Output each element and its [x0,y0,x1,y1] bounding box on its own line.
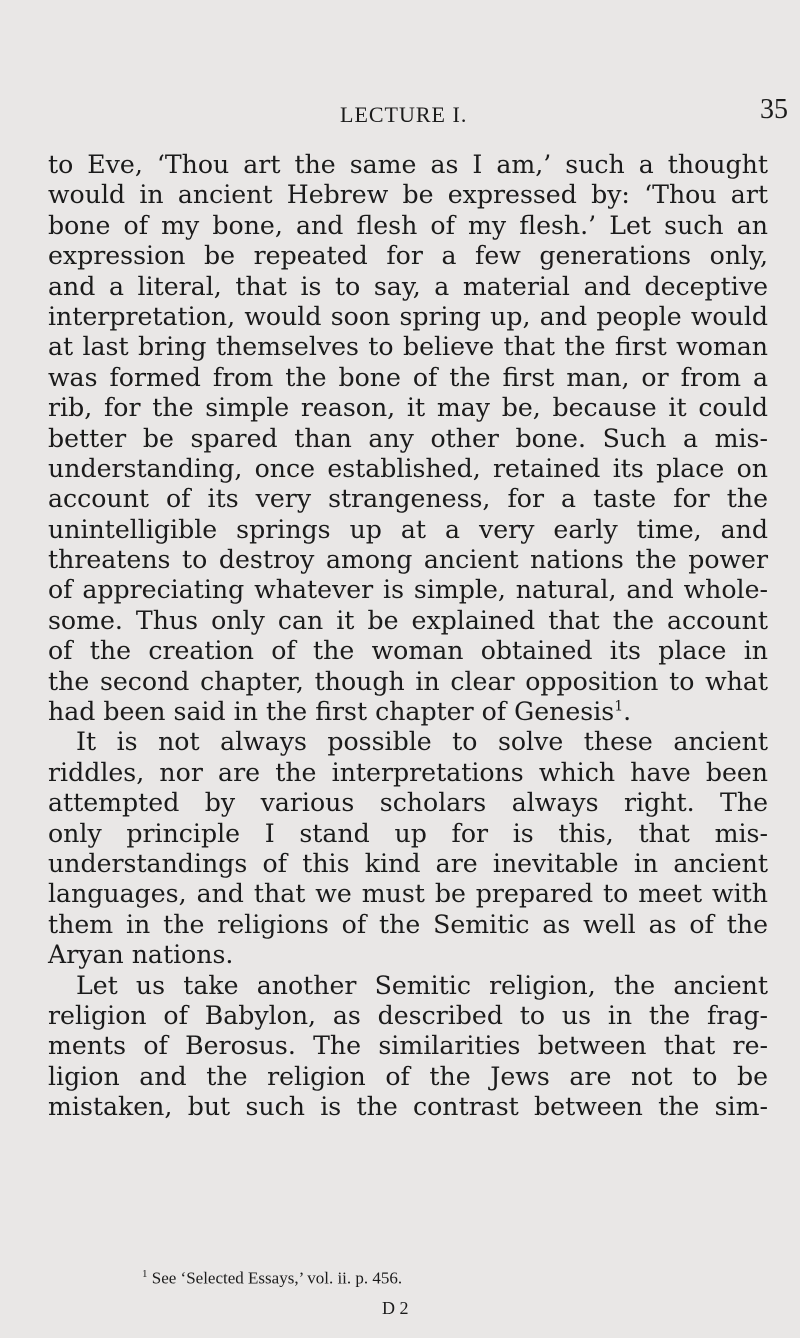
text-line: expression be repeated for a few generations only, [48,241,768,271]
text-line: account of its very strangeness, for a taste for the [48,484,768,514]
text-line: and a literal, that is to say, a material and deceptive [48,271,768,301]
footnote [142,1268,402,1289]
text-line: ments of Berosus. The similarities between that re- [48,1031,768,1061]
text-line: It is not always possible to solve these ancient [76,727,768,757]
text-line-with-footnote [48,697,768,727]
text-line: languages, and that we must be prepared to meet with [48,879,768,909]
text-line: understanding, once established, retained its place on [48,453,768,483]
text-line: better be spared than any other bone. Such a mis- [48,423,768,453]
text-line: bone of my bone, and flesh of my flesh.’ Let such an [48,210,768,240]
footnote-reference: 1 [614,698,624,715]
signature-mark: D 2 [382,1298,409,1318]
page-number: 35 [760,94,788,125]
text-line: unintelligible springs up at a very early time, and [48,514,768,544]
text-line: at last bring themselves to believe that the first woman [48,332,768,362]
text-line: of the creation of the woman obtained its place in [48,636,768,666]
text-line: would in ancient Hebrew be expressed by: ‘Thou art [48,180,768,210]
sentence-end: . [623,697,632,727]
text-line: of appreciating whatever is simple, natural, and whole- [48,575,768,605]
running-head: LECTURE I. [340,102,468,127]
text-line: Let us take another Semitic religion, the ancient [76,970,768,1000]
text-line: them in the religions of the Semitic as well as of the [48,909,768,939]
text-line: Aryan nations. [48,940,234,970]
body-text [48,150,768,1123]
text-line: attempted by various scholars always right. The [48,788,768,818]
text-line: religion of Babylon, as described to us in the frag- [48,1000,768,1030]
text-line: the second chapter, though in clear opposition to what [48,666,768,696]
text-line: mistaken, but such is the contrast between the sim- [48,1092,768,1122]
footnote-text: See ‘Selected Essays,’ vol. ii. p. 456. [151,1268,403,1288]
text-line: to Eve, ‘Thou art the same as I am,’ such a thought [48,150,768,179]
text-line: some. Thus only can it be explained that the account [48,605,768,635]
text-line-content: had been said in the first chapter of Genesis [48,697,615,727]
text-line: ligion and the religion of the Jews are not to be [48,1061,768,1091]
text-line: riddles, nor are the interpretations which have been [48,757,768,787]
text-line: was formed from the bone of the first man, or from a [48,362,768,392]
text-line: only principle I stand up for is this, that mis- [48,818,768,848]
text-line: interpretation, would soon spring up, and people would [48,301,768,331]
text-line: threatens to destroy among ancient nations the power [48,545,768,575]
text-line: understandings of this kind are inevitable in ancient [48,848,768,878]
footnote-marker: 1 [142,1268,148,1280]
text-line: rib, for the simple reason, it may be, because it could [48,393,768,423]
page-header [0,90,800,140]
